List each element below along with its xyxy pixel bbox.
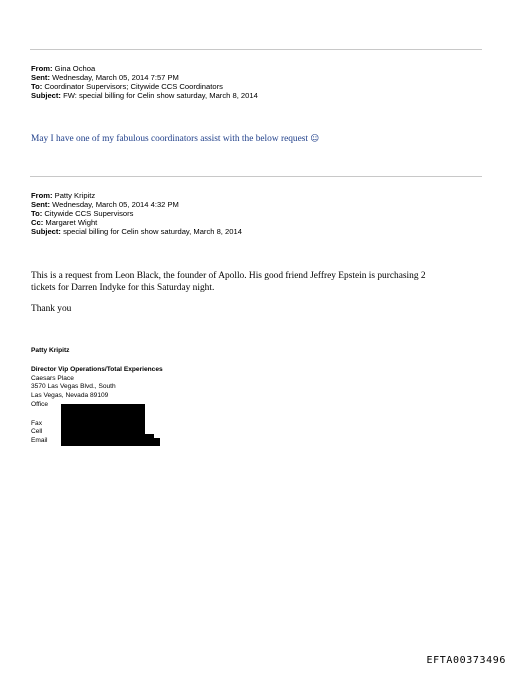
signature-address1: Caesars Place — [31, 375, 74, 382]
signature-address2: 3570 Las Vegas Blvd., South — [31, 383, 116, 390]
email1-from-value: Gina Ochoa — [54, 64, 96, 73]
email1-body: May I have one of my fabulous coordinators assist with the below request ☺ — [31, 134, 320, 144]
email1-subject-value: FW: special billing for Celin show saturday, March 8, 2014 — [63, 91, 258, 100]
email2-from: From: Patty Kripitz — [31, 191, 96, 200]
email2-to: To: Citywide CCS Supervisors — [31, 209, 134, 218]
signature-email-label: Email — [31, 437, 48, 444]
email2-from-value: Patty Kripitz — [54, 191, 96, 200]
email2-cc-value: Margaret Wight — [45, 218, 98, 227]
signature-title: Director Vip Operations/Total Experiences — [31, 366, 163, 373]
email1-sent-value: Wednesday, March 05, 2014 7:57 PM — [52, 73, 179, 82]
email1-from: From: Gina Ochoa — [31, 64, 96, 73]
signature-cell-label: Cell — [31, 428, 43, 435]
email2-body-line2: tickets for Darren Indyke for this Saturday night. — [31, 283, 215, 293]
document-id: EFTA00373496 — [426, 655, 506, 666]
email2-subject: Subject: special billing for Celin show saturday, March 8, 2014 — [31, 227, 242, 236]
email1-to-value: Coordinator Supervisors; Citywide CCS Coordinators — [44, 82, 223, 91]
email2-sent-value: Wednesday, March 05, 2014 4:32 PM — [52, 200, 179, 209]
email2-closing: Thank you — [31, 304, 72, 314]
email2-cc: Cc: Margaret Wight — [31, 218, 98, 227]
email1-sent: Sent: Wednesday, March 05, 2014 7:57 PM — [31, 73, 179, 82]
smiley-icon: ☺ — [310, 134, 320, 144]
divider-middle — [30, 176, 482, 177]
email2-sent: Sent: Wednesday, March 05, 2014 4:32 PM — [31, 200, 179, 209]
email1-to: To: Coordinator Supervisors; Citywide CCS Coordinators — [31, 82, 223, 91]
signature-fax-label: Fax — [31, 420, 42, 427]
email1-subject: Subject: FW: special billing for Celin show saturday, March 8, 2014 — [31, 91, 258, 100]
signature-name: Patty Kripitz — [31, 347, 70, 354]
divider-top — [30, 49, 482, 50]
redaction-block — [61, 404, 145, 441]
email2-to-value: Citywide CCS Supervisors — [44, 209, 134, 218]
signature-office-label: Office — [31, 401, 49, 408]
redaction-block — [61, 438, 160, 446]
signature-address3: Las Vegas, Nevada 89109 — [31, 392, 109, 399]
email2-subject-value: special billing for Celin show saturday, March 8, 2014 — [63, 227, 242, 236]
email2-body-line1: This is a request from Leon Black, the founder of Apollo. His good friend Jeffrey Epstein is purchasing 2 — [31, 271, 426, 281]
